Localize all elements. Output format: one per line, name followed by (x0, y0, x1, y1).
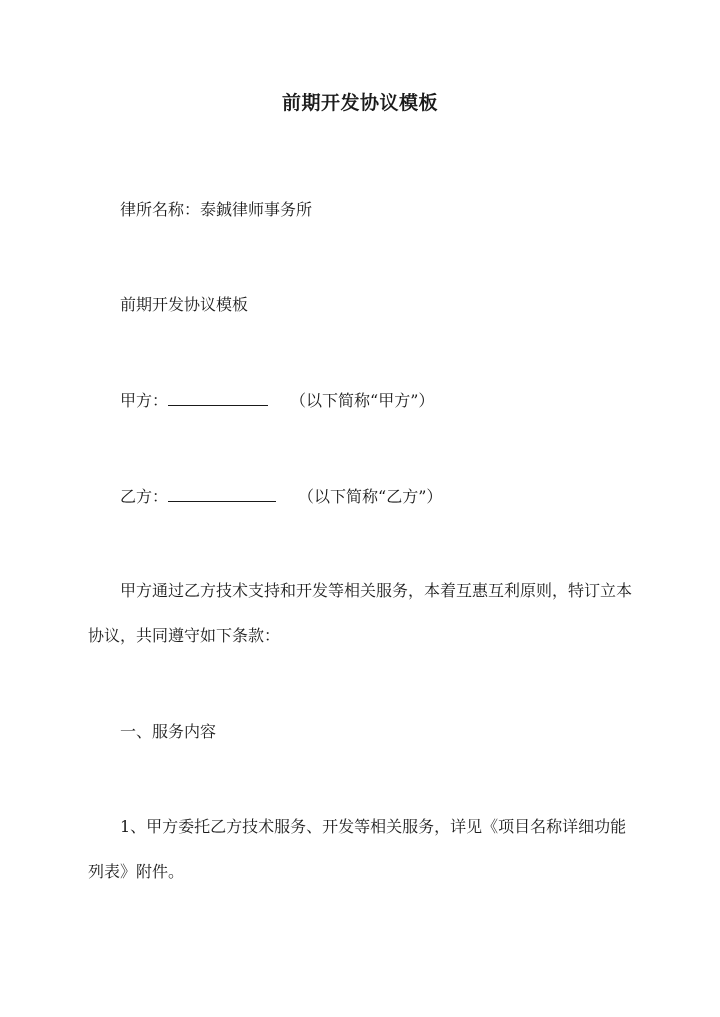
party-b-note: （以下简称“乙方”） (298, 487, 443, 506)
document-title: 前期开发协议模板 (281, 92, 438, 114)
party-a-label: 甲方： (120, 391, 169, 410)
party-a-line (120, 388, 434, 411)
party-b-label: 乙方： (120, 487, 169, 506)
document-subtitle: 前期开发协议模板 (120, 295, 249, 314)
section-1-heading: 一、服务内容 (120, 722, 217, 741)
party-a-note: （以下简称“甲方”） (290, 391, 435, 410)
intro-paragraph: 甲方通过乙方技术支持和开发等相关服务，本着互惠互利原则，特订立本协议，共同遵守如下条款： (88, 581, 633, 645)
party-b-blank (168, 487, 276, 502)
clause-1-paragraph: 1、甲方委托乙方技术服务、开发等相关服务，详见《项目名称详细功能列表》附件。 (88, 817, 627, 881)
firm-name-line: 律所名称：泰鋮律师事务所 (120, 200, 313, 219)
party-b-line (120, 484, 442, 507)
party-a-blank (168, 391, 268, 406)
